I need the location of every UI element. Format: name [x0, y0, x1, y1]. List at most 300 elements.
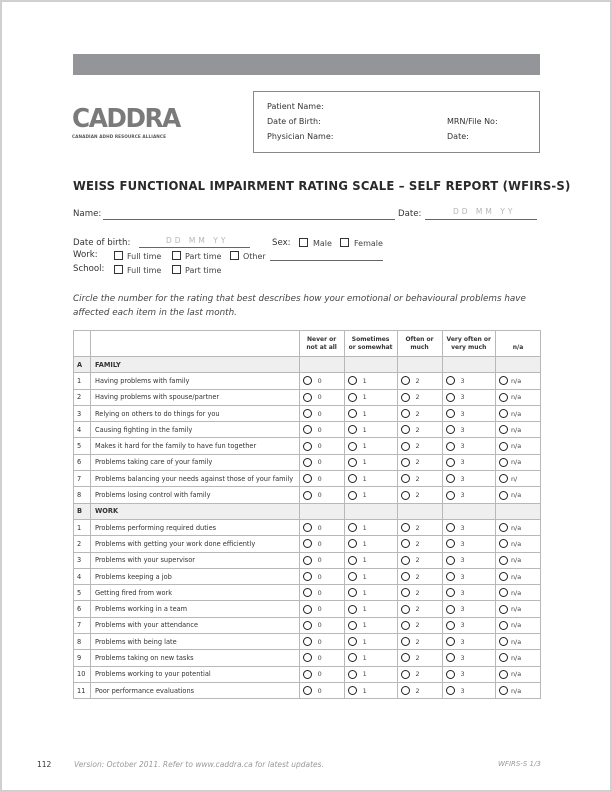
radio-circle-icon[interactable] [401, 686, 410, 695]
rating-option[interactable] [442, 438, 495, 454]
rating-option[interactable] [397, 471, 442, 487]
rating-option[interactable] [496, 634, 541, 650]
radio-circle-icon[interactable] [303, 621, 312, 630]
table-row [74, 422, 541, 438]
rating-option[interactable] [299, 666, 344, 682]
rating-option[interactable] [496, 405, 541, 421]
item-number: 7 [74, 471, 91, 487]
rating-option[interactable] [344, 634, 397, 650]
rating-option[interactable] [344, 666, 397, 682]
option-value: 3 [460, 605, 465, 614]
item-number: 7 [74, 617, 91, 633]
radio-circle-icon[interactable] [446, 605, 455, 614]
rating-option[interactable] [344, 471, 397, 487]
item-number: 2 [74, 389, 91, 405]
rating-option[interactable] [397, 536, 442, 552]
table-row [74, 568, 541, 584]
radio-circle-icon[interactable] [401, 474, 410, 483]
rating-option[interactable] [496, 422, 541, 438]
radio-circle-icon[interactable] [303, 425, 312, 434]
radio-circle-icon[interactable] [446, 523, 455, 532]
rating-option[interactable] [397, 585, 442, 601]
radio-circle-icon[interactable] [401, 458, 410, 467]
mrn-label: MRN/File No: [447, 117, 498, 126]
radio-circle-icon[interactable] [499, 588, 508, 597]
rating-option[interactable] [397, 422, 442, 438]
radio-circle-icon[interactable] [499, 621, 508, 630]
radio-circle-icon[interactable] [401, 409, 410, 418]
dob-field[interactable] [139, 247, 250, 248]
radio-circle-icon[interactable] [446, 409, 455, 418]
rating-option[interactable] [496, 454, 541, 470]
radio-circle-icon[interactable] [499, 539, 508, 548]
radio-circle-icon[interactable] [446, 670, 455, 679]
rating-option[interactable] [299, 682, 344, 698]
rating-option[interactable] [344, 585, 397, 601]
radio-circle-icon[interactable] [499, 572, 508, 581]
rating-option[interactable] [496, 389, 541, 405]
item-number: 1 [74, 519, 91, 535]
table-row [74, 682, 541, 698]
rating-option[interactable] [442, 666, 495, 682]
table-row [74, 454, 541, 470]
rating-option[interactable] [299, 373, 344, 389]
option-value: n/a [511, 686, 522, 695]
radio-circle-icon[interactable] [303, 572, 312, 581]
male-checkbox[interactable] [299, 238, 308, 247]
school-label: School: [73, 264, 105, 274]
rating-option[interactable] [442, 601, 495, 617]
option-value: 0 [317, 491, 322, 500]
rating-option[interactable] [496, 568, 541, 584]
rating-option[interactable] [496, 650, 541, 666]
radio-circle-icon[interactable] [348, 539, 357, 548]
radio-circle-icon[interactable] [303, 523, 312, 532]
rating-option[interactable] [496, 682, 541, 698]
rating-option[interactable] [442, 454, 495, 470]
rating-option[interactable] [496, 536, 541, 552]
radio-circle-icon[interactable] [446, 572, 455, 581]
item-text: Problems with your attendance [91, 617, 300, 633]
table-row [74, 373, 541, 389]
radio-circle-icon[interactable] [401, 523, 410, 532]
rating-option[interactable] [344, 405, 397, 421]
radio-circle-icon[interactable] [303, 539, 312, 548]
radio-circle-icon[interactable] [348, 425, 357, 434]
rating-option[interactable] [397, 389, 442, 405]
option-value: 1 [362, 474, 367, 483]
rating-option[interactable] [397, 568, 442, 584]
item-number: 10 [74, 666, 91, 682]
option-value: 0 [317, 588, 322, 597]
radio-circle-icon[interactable] [401, 539, 410, 548]
rating-option[interactable] [397, 634, 442, 650]
option-value: 1 [362, 376, 367, 385]
radio-circle-icon[interactable] [446, 393, 455, 402]
option-value: 1 [362, 588, 367, 597]
radio-circle-icon[interactable] [499, 442, 508, 451]
radio-circle-icon[interactable] [499, 376, 508, 385]
rating-option[interactable] [442, 405, 495, 421]
table-row [74, 650, 541, 666]
table-row [74, 585, 541, 601]
radio-circle-icon[interactable] [348, 588, 357, 597]
rating-option[interactable] [344, 487, 397, 503]
rating-option[interactable] [299, 519, 344, 535]
option-value: 2 [415, 425, 420, 434]
radio-circle-icon[interactable] [348, 409, 357, 418]
option-value: 0 [317, 523, 322, 532]
option-value: n/a [511, 376, 522, 385]
rating-option[interactable] [442, 536, 495, 552]
option-value: n/a [511, 409, 522, 418]
rating-option[interactable] [496, 438, 541, 454]
rating-option[interactable] [344, 454, 397, 470]
rating-option[interactable] [496, 487, 541, 503]
section-row-work [74, 503, 541, 519]
radio-circle-icon[interactable] [303, 474, 312, 483]
option-value: n/a [511, 572, 522, 581]
rating-option[interactable] [397, 438, 442, 454]
radio-circle-icon[interactable] [401, 670, 410, 679]
radio-circle-icon[interactable] [401, 556, 410, 565]
radio-circle-icon[interactable] [348, 556, 357, 565]
radio-circle-icon[interactable] [303, 637, 312, 646]
item-text: Problems keeping a job [91, 568, 300, 584]
rating-option[interactable] [442, 682, 495, 698]
option-value: 2 [415, 539, 420, 548]
rating-option[interactable] [397, 405, 442, 421]
option-value: 3 [460, 572, 465, 581]
radio-circle-icon[interactable] [499, 686, 508, 695]
rating-option[interactable] [397, 666, 442, 682]
radio-circle-icon[interactable] [348, 605, 357, 614]
rating-option[interactable] [344, 552, 397, 568]
col-header-never: Never or not at all [299, 331, 344, 357]
rating-option[interactable] [299, 634, 344, 650]
work-full-time-label: Full time [127, 252, 162, 261]
option-value: 2 [415, 523, 420, 532]
rating-option[interactable] [397, 682, 442, 698]
rating-option[interactable] [442, 650, 495, 666]
radio-circle-icon[interactable] [446, 588, 455, 597]
item-text: Having problems with spouse/partner [91, 389, 300, 405]
rating-option[interactable] [299, 601, 344, 617]
version-note: Version: October 2011. Refer to www.caddra.ca for latest updates. [74, 760, 324, 769]
option-value: 0 [317, 425, 322, 434]
rating-option[interactable] [299, 568, 344, 584]
school-part-time-checkbox[interactable] [172, 265, 181, 274]
rating-option[interactable] [442, 634, 495, 650]
table-row [74, 405, 541, 421]
radio-circle-icon[interactable] [499, 458, 508, 467]
rating-option[interactable] [299, 536, 344, 552]
radio-circle-icon[interactable] [401, 605, 410, 614]
radio-circle-icon[interactable] [446, 442, 455, 451]
col-header-blank [74, 331, 91, 357]
option-value: 2 [415, 458, 420, 467]
radio-circle-icon[interactable] [499, 474, 508, 483]
name-field[interactable] [103, 219, 395, 220]
item-text: Problems losing control with family [91, 487, 300, 503]
option-value: 0 [317, 605, 322, 614]
rating-option[interactable] [442, 552, 495, 568]
radio-circle-icon[interactable] [348, 458, 357, 467]
option-value: 1 [362, 637, 367, 646]
rating-option[interactable] [397, 552, 442, 568]
rating-option[interactable] [496, 519, 541, 535]
option-value: 1 [362, 670, 367, 679]
radio-circle-icon[interactable] [303, 409, 312, 418]
rating-option[interactable] [344, 438, 397, 454]
option-value: 1 [362, 458, 367, 467]
table-row [74, 617, 541, 633]
rating-option[interactable] [299, 552, 344, 568]
rating-option[interactable] [496, 552, 541, 568]
radio-circle-icon[interactable] [499, 491, 508, 500]
radio-circle-icon[interactable] [348, 621, 357, 630]
rating-option[interactable] [344, 389, 397, 405]
form-code: WFIRS-S 1/3 [498, 760, 541, 768]
radio-circle-icon[interactable] [303, 376, 312, 385]
page-number: 112 [37, 760, 52, 769]
option-value: 3 [460, 474, 465, 483]
school-full-time-label: Full time [127, 266, 162, 275]
radio-circle-icon[interactable] [303, 491, 312, 500]
rating-option[interactable] [442, 471, 495, 487]
option-value: n/a [511, 637, 522, 646]
radio-circle-icon[interactable] [401, 588, 410, 597]
radio-circle-icon[interactable] [401, 621, 410, 630]
item-number: 9 [74, 650, 91, 666]
option-value: 1 [362, 409, 367, 418]
rating-option[interactable] [397, 487, 442, 503]
option-value: 0 [317, 539, 322, 548]
item-number: 8 [74, 487, 91, 503]
rating-option[interactable] [442, 585, 495, 601]
name-label: Name: [73, 209, 102, 219]
radio-circle-icon[interactable] [499, 637, 508, 646]
rating-option[interactable] [344, 601, 397, 617]
option-value: n/a [511, 425, 522, 434]
school-part-time-label: Part time [185, 266, 222, 275]
rating-option[interactable] [299, 585, 344, 601]
option-value: n/a [511, 539, 522, 548]
rating-option[interactable] [344, 568, 397, 584]
radio-circle-icon[interactable] [446, 458, 455, 467]
radio-circle-icon[interactable] [446, 556, 455, 565]
option-value: 3 [460, 653, 465, 662]
option-value: n/a [511, 670, 522, 679]
radio-circle-icon[interactable] [446, 376, 455, 385]
rating-option[interactable] [496, 585, 541, 601]
rating-option[interactable] [299, 405, 344, 421]
col-header-very-often: Very often or very much [442, 331, 495, 357]
item-text: Having problems with family [91, 373, 300, 389]
option-value: n/ [511, 474, 518, 483]
radio-circle-icon[interactable] [303, 556, 312, 565]
rating-option[interactable] [397, 601, 442, 617]
rating-option[interactable] [397, 373, 442, 389]
patient-name-label: Patient Name: [267, 102, 324, 111]
rating-option[interactable] [299, 471, 344, 487]
option-value: 0 [317, 686, 322, 695]
option-value: 1 [362, 572, 367, 581]
rating-option[interactable] [496, 373, 541, 389]
radio-circle-icon[interactable] [348, 637, 357, 646]
radio-circle-icon[interactable] [348, 491, 357, 500]
radio-circle-icon[interactable] [303, 458, 312, 467]
radio-circle-icon[interactable] [401, 572, 410, 581]
radio-circle-icon[interactable] [446, 637, 455, 646]
radio-circle-icon[interactable] [303, 442, 312, 451]
item-text: Problems working to your potential [91, 666, 300, 682]
work-other-field[interactable] [270, 260, 383, 261]
rating-option[interactable] [344, 650, 397, 666]
rating-option[interactable] [344, 519, 397, 535]
radio-circle-icon[interactable] [348, 653, 357, 662]
radio-circle-icon[interactable] [401, 376, 410, 385]
radio-circle-icon[interactable] [401, 637, 410, 646]
option-value: 2 [415, 588, 420, 597]
rating-option[interactable] [299, 650, 344, 666]
radio-circle-icon[interactable] [348, 572, 357, 581]
option-value: 3 [460, 621, 465, 630]
option-value: n/a [511, 442, 522, 451]
option-value: n/a [511, 458, 522, 467]
option-value: 1 [362, 523, 367, 532]
item-number: 2 [74, 536, 91, 552]
school-full-time-checkbox[interactable] [114, 265, 123, 274]
date-field[interactable] [425, 219, 537, 220]
rating-option[interactable] [442, 519, 495, 535]
rating-option[interactable] [496, 617, 541, 633]
radio-circle-icon[interactable] [499, 425, 508, 434]
date-label: Date: [447, 132, 469, 141]
radio-circle-icon[interactable] [499, 393, 508, 402]
rating-option[interactable] [299, 422, 344, 438]
physician-name-label: Physician Name: [267, 132, 334, 141]
rating-option[interactable] [496, 601, 541, 617]
male-label: Male [313, 239, 332, 248]
rating-option[interactable] [496, 666, 541, 682]
radio-circle-icon[interactable] [401, 442, 410, 451]
option-value: 1 [362, 425, 367, 434]
table-row [74, 438, 541, 454]
radio-circle-icon[interactable] [348, 686, 357, 695]
radio-circle-icon[interactable] [446, 621, 455, 630]
radio-circle-icon[interactable] [446, 653, 455, 662]
rating-option[interactable] [442, 373, 495, 389]
work-full-time-checkbox[interactable] [114, 251, 123, 260]
rating-option[interactable] [442, 422, 495, 438]
table-row [74, 487, 541, 503]
radio-circle-icon[interactable] [446, 491, 455, 500]
radio-circle-icon[interactable] [303, 686, 312, 695]
rating-option[interactable] [397, 650, 442, 666]
radio-circle-icon[interactable] [303, 393, 312, 402]
item-number: 8 [74, 634, 91, 650]
radio-circle-icon[interactable] [348, 393, 357, 402]
radio-circle-icon[interactable] [499, 605, 508, 614]
instructions: Circle the number for the rating that best describes how your emotional or behavioural problems have affected each item in the last month. [73, 294, 526, 318]
radio-circle-icon[interactable] [446, 686, 455, 695]
item-number: 1 [74, 373, 91, 389]
option-value: 0 [317, 409, 322, 418]
radio-circle-icon[interactable] [303, 670, 312, 679]
rating-option[interactable] [299, 454, 344, 470]
work-label: Work: [73, 250, 98, 260]
patient-info-box [253, 91, 540, 153]
radio-circle-icon[interactable] [401, 425, 410, 434]
option-value: 2 [415, 442, 420, 451]
radio-circle-icon[interactable] [446, 539, 455, 548]
option-value: 2 [415, 376, 420, 385]
radio-circle-icon[interactable] [303, 588, 312, 597]
rating-option[interactable] [299, 389, 344, 405]
radio-circle-icon[interactable] [446, 425, 455, 434]
rating-option[interactable] [442, 487, 495, 503]
option-value: 3 [460, 442, 465, 451]
rating-option[interactable] [344, 422, 397, 438]
radio-circle-icon[interactable] [348, 442, 357, 451]
rating-option[interactable] [397, 617, 442, 633]
rating-option[interactable] [442, 617, 495, 633]
radio-circle-icon[interactable] [348, 670, 357, 679]
rating-option[interactable] [397, 519, 442, 535]
rating-option[interactable] [344, 617, 397, 633]
radio-circle-icon[interactable] [446, 474, 455, 483]
rating-option[interactable] [442, 389, 495, 405]
radio-circle-icon[interactable] [401, 491, 410, 500]
option-value: 3 [460, 376, 465, 385]
radio-circle-icon[interactable] [303, 605, 312, 614]
rating-option[interactable] [496, 471, 541, 487]
radio-circle-icon[interactable] [348, 376, 357, 385]
document-page [2, 2, 610, 790]
radio-circle-icon[interactable] [303, 653, 312, 662]
option-value: 0 [317, 556, 322, 565]
option-value: 2 [415, 686, 420, 695]
rating-option[interactable] [442, 568, 495, 584]
radio-circle-icon[interactable] [499, 409, 508, 418]
rating-option[interactable] [344, 682, 397, 698]
radio-circle-icon[interactable] [348, 474, 357, 483]
option-value: 1 [362, 605, 367, 614]
item-text: Poor performance evaluations [91, 682, 300, 698]
work-part-time-checkbox[interactable] [172, 251, 181, 260]
table-row [74, 601, 541, 617]
radio-circle-icon[interactable] [499, 523, 508, 532]
rating-option[interactable] [344, 373, 397, 389]
rating-option[interactable] [299, 438, 344, 454]
radio-circle-icon[interactable] [499, 556, 508, 565]
rating-option[interactable] [299, 617, 344, 633]
rating-option[interactable] [299, 487, 344, 503]
option-value: 1 [362, 539, 367, 548]
rating-option[interactable] [344, 536, 397, 552]
radio-circle-icon[interactable] [499, 670, 508, 679]
radio-circle-icon[interactable] [401, 393, 410, 402]
radio-circle-icon[interactable] [401, 653, 410, 662]
radio-circle-icon[interactable] [348, 523, 357, 532]
radio-circle-icon[interactable] [499, 653, 508, 662]
rating-option[interactable] [397, 454, 442, 470]
work-other-checkbox[interactable] [230, 251, 239, 260]
option-value: 0 [317, 393, 322, 402]
female-checkbox[interactable] [340, 238, 349, 247]
date-label: Date: [398, 209, 422, 219]
